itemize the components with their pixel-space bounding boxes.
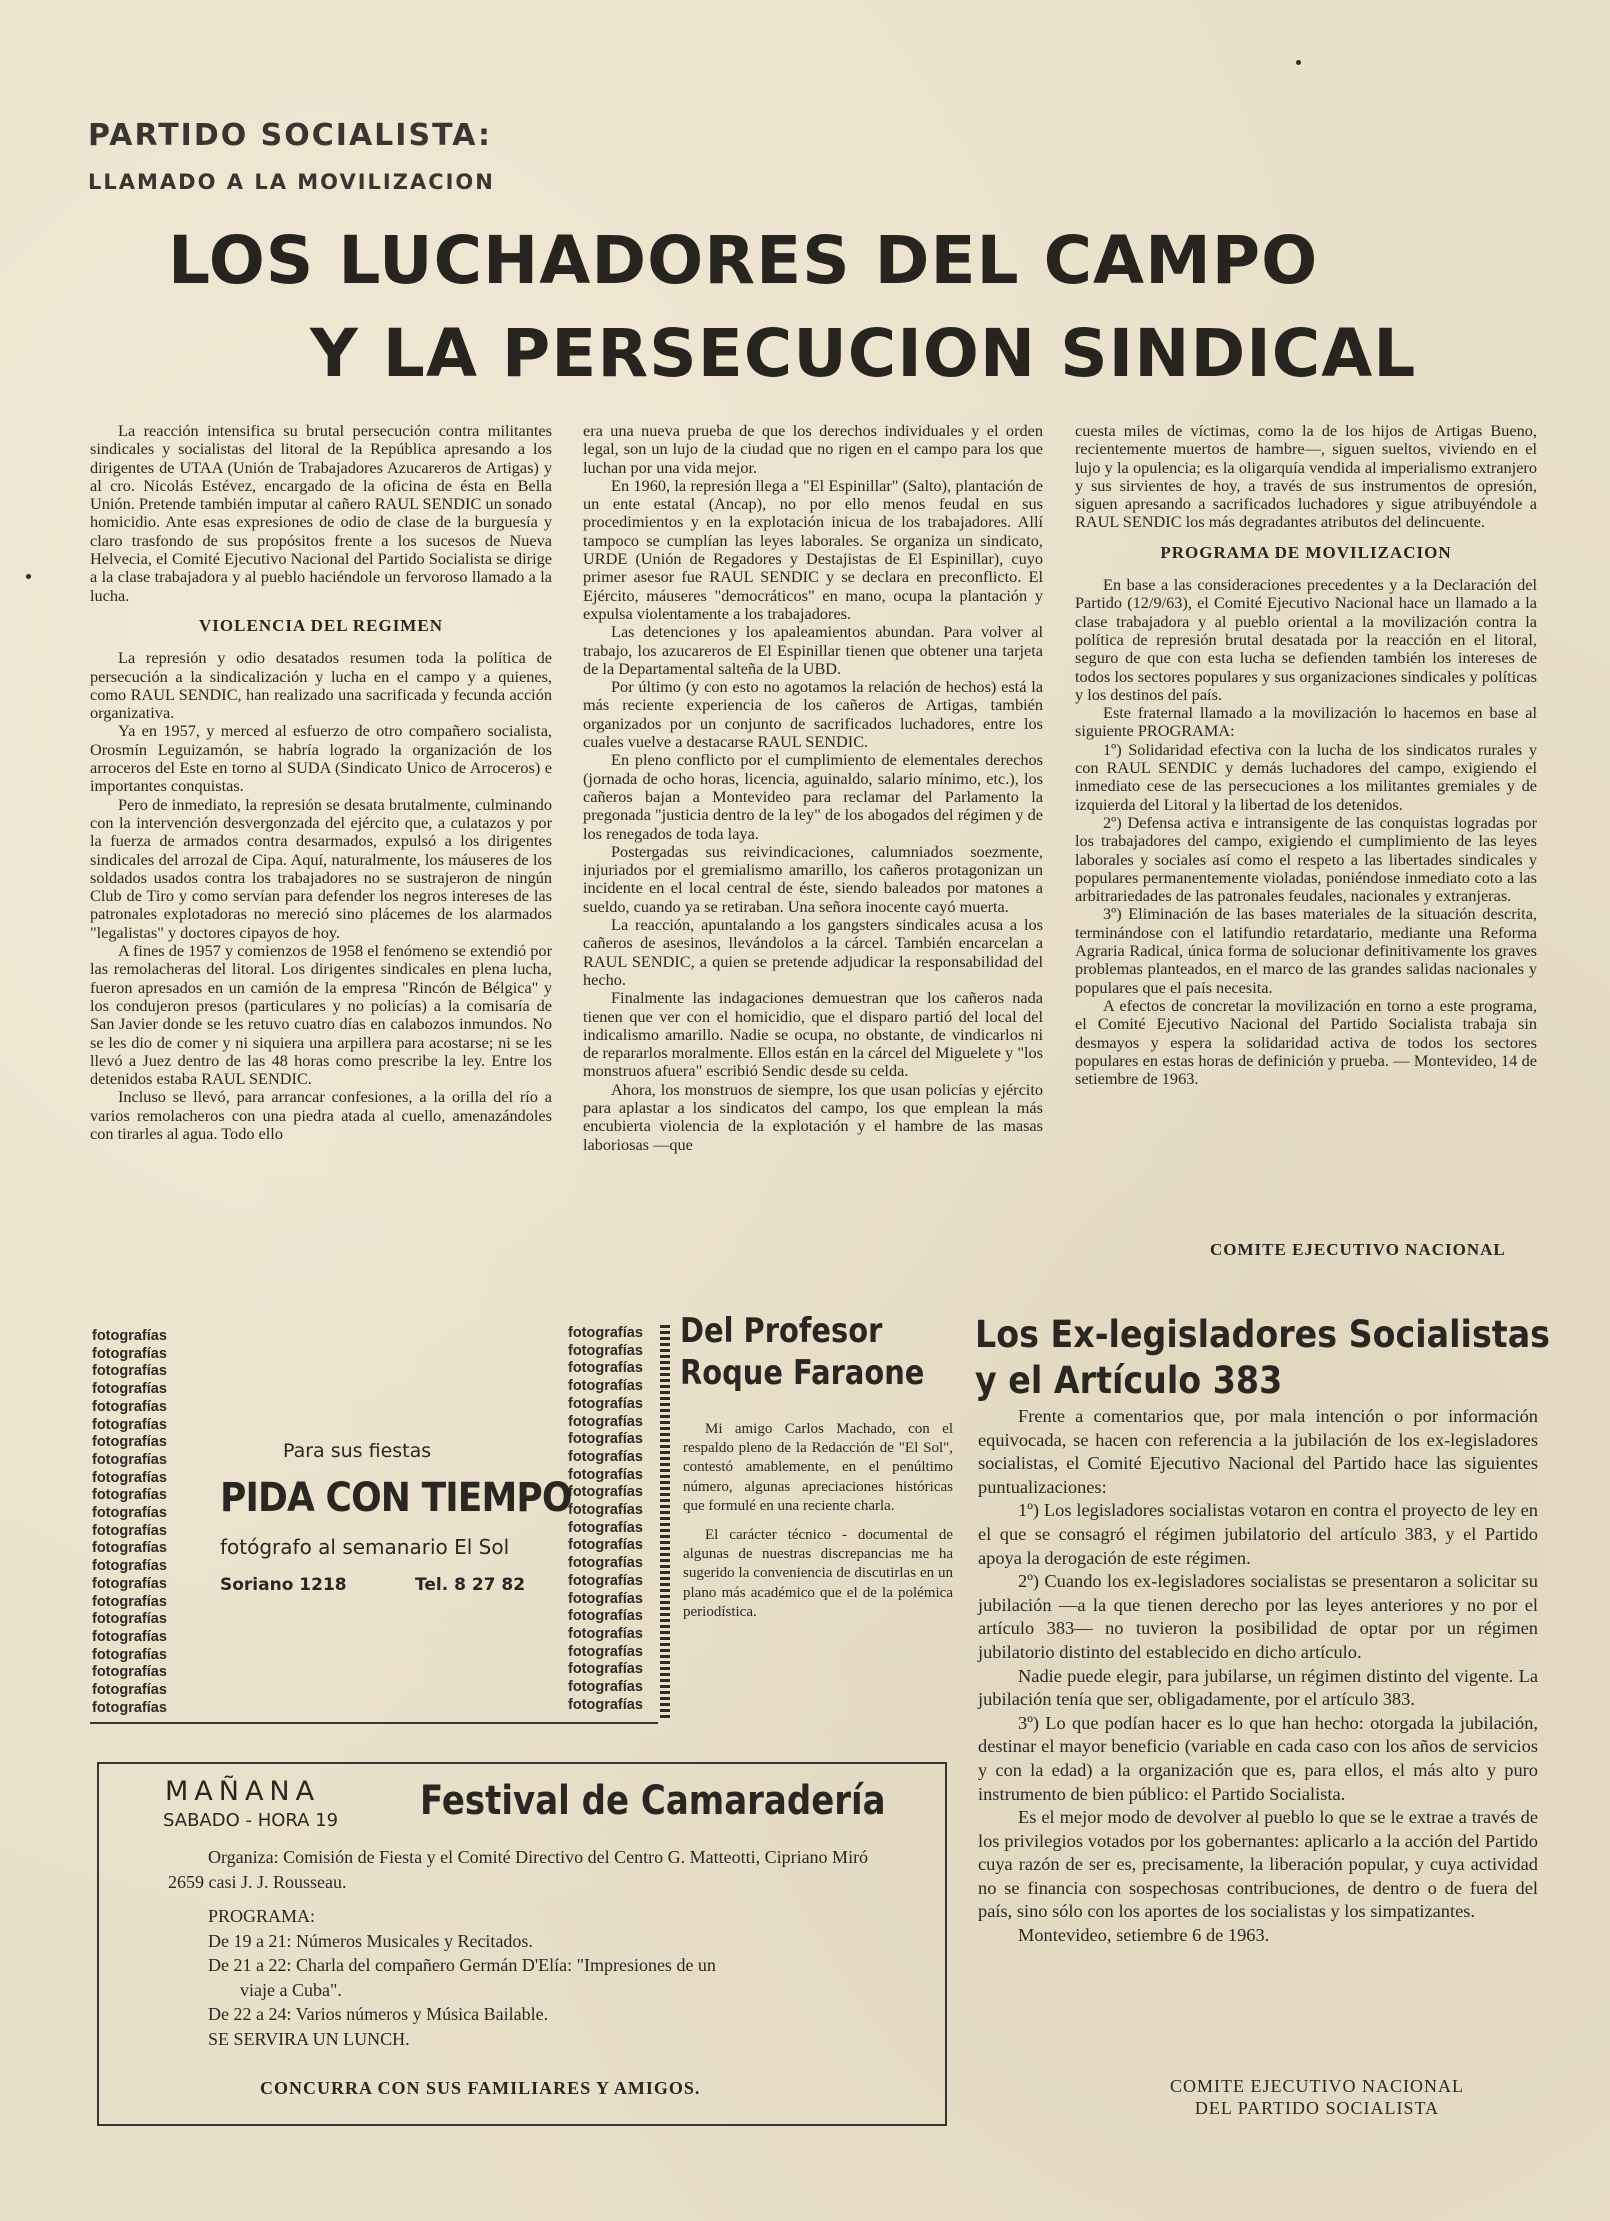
headline-line-2: Y LA PERSECUCION SINDICAL [310,315,1417,392]
festival-item: De 21 a 22: Charla del compañero Germán D'Elía: "Impresiones de un [208,1955,716,1975]
fotografias-word: fotografías [92,1363,167,1380]
fotografias-word: fotografías [568,1679,643,1696]
festival-programa: PROGRAMA: [208,1906,316,1926]
profesor-text [683,1420,953,1632]
fotografias-word: fotografías [92,1487,167,1504]
print-speck [26,574,31,579]
fotografias-word: fotografías [568,1395,643,1412]
article-signature: COMITE EJECUTIVO NACIONAL [1210,1240,1506,1259]
headline-line-1: LOS LUCHADORES DEL CAMPO [168,222,1319,299]
fotografias-word: fotografías [92,1522,167,1539]
festival-item: De 22 a 24: Varios números y Música Bailable. [208,2004,549,2024]
section-subkicker: LLAMADO A LA MOVILIZACION [88,170,495,194]
festival-item: De 19 a 21: Números Musicales y Recitados. [208,1930,533,1951]
fotografias-word: fotografías [92,1628,167,1645]
paragraph: Frente a comentarios que, por mala intención o por información equivocada, se hacen con referencia a la jubilación de los ex-legisladores socialistas, el Comité Ejecutivo Nacional del Partido hace las siguientes puntualizaciones: [978,1406,1538,1497]
fotografias-word: fotografías [92,1664,167,1681]
festival-item-cont: viaje a Cuba". [240,1979,342,2000]
article-column-1 [90,422,552,1272]
paragraph: cuesta miles de víctimas, como la de los hijos de Artigas Bueno, recientemente muertos de hambre—, siguen sueltos, viviendo en el lujo y la opulencia; es la oligarquía vendida al imperialismo extranjero y sus sirvientes de hoy, a través de sus instrumentos de opresión, siguen apresando a sacrificados luchadores y sigue atribuyéndole a RAUL SENDIC los más degradantes atributos del delincuente. [1075,422,1537,532]
exleg-text [978,1405,1538,1948]
fotografias-word: fotografías [92,1682,167,1699]
exleg-title-line-2: y el Artículo 383 [975,1359,1283,1402]
exleg-signature-line-2: DEL PARTIDO SOCIALISTA [1194,2098,1440,2118]
fotografias-word: fotografías [568,1537,643,1554]
paragraph: Por último (y con esto no agotamos la relación de hechos) está la más reciente experiencia de los cañeros de Artigas, también organizados por un conjunto de sacrificados luchadores, entre los cuales vuelve a destacarse RAUL SENDIC. [583,677,1043,752]
paragraph: Ahora, los monstruos de siempre, los que usan policías y ejército para aplastar a los sindicatos del campo, los que emplean la más encubierta violencia de la explotación y el hambre de las masas laboriosas —que [583,1079,1043,1154]
fotografias-word: fotografías [92,1381,167,1398]
paragraph: 1º) Los legisladores socialistas votaron en contra el proyecto de ley en el que se consagró el régimen jubilatorio del artículo 383, y el Partido apoya la derogación de este régimen. [978,1500,1538,1568]
paragraph: 3º) Eliminación de las bases materiales de la situación descrita, terminándose con el latifundio retardatario, mediante una Reforma Agraria Radical, única forma de solucionar definitivamente los graves problemas planteados, en el marco de las grandes salidas nacionales y populares que el país necesita. [1075,904,1537,997]
fotografias-word: fotografías [92,1505,167,1522]
fotografias-word: fotografías [568,1555,643,1572]
fotografias-word: fotografías [92,1540,167,1557]
fotografias-word: fotografías [92,1434,167,1451]
ad-para-sus-fiestas: Para sus fiestas [283,1440,432,1462]
fotografias-word: fotografías [92,1451,167,1468]
fotografias-word: fotografías [568,1431,643,1448]
paragraph: A efectos de concretar la movilización en torno a este programa, el Comité Ejecutivo Nacional del Partido Socialista trabaja sin desmayos y espera la solidaridad activa de todos los sectores populares en estas horas de definición y prueba. — Montevideo, 14 de setiembre de 1963. [1075,995,1537,1089]
fotografias-word: fotografías [568,1696,643,1713]
fotografias-word: fotografías [92,1328,167,1344]
fotografias-word: fotografías [568,1360,643,1377]
fotografias-word: fotografías [568,1661,643,1678]
fotografias-word: fotografías [92,1575,167,1592]
fotografias-word: fotografías [92,1611,167,1628]
paragraph: Nadie puede elegir, para jubilarse, un régimen distinto del vigente. La jubilación tenía que ser, obligadamente, por el artículo 383. [978,1665,1538,1710]
print-speck [1296,60,1301,65]
paragraph: era una nueva prueba de que los derechos individuales y el orden legal, son un lujo de la ciudad que no rigen en el campo para los que luchan por una vida mejor. [583,422,1043,477]
fotografias-word: fotografías [568,1502,643,1519]
section-kicker: PARTIDO SOCIALISTA: [88,118,492,153]
fotografias-word: fotografías [568,1572,643,1589]
paragraph: El carácter técnico - documental de algunas de nuestras discrepancias me ha sugerido la conveniencia de discutirlas en un plano más académico que el de la polémica periodística. [683,1527,953,1620]
paragraph: 3º) Lo que podían hacer es lo que han hecho: otorgada la jubilación, destinar el mayor beneficio (variable en cada caso con los años de servicios y con la edad) a la organización que es, para ellos, el más alto y puro instrumento de bien público: el Partido Socialista. [978,1712,1538,1804]
paragraph: En base a las consideraciones precedentes y a la Declaración del Partido (12/9/63), el Comité Ejecutivo Nacional hace un llamado a la clase trabajadora y al pueblo oriental a la movilización contra la política de represión brutal desatada por la reacción en el litoral, seguro de que con esta lucha se defienden también los intereses de todos los sectores populares y sus organizaciones sindicales y políticas y los destinos del país. [1075,575,1537,704]
fotografias-word: fotografías [568,1590,643,1607]
fotografias-word: fotografías [92,1398,167,1415]
paragraph: 2º) Defensa activa e intransigente de las conquistas logradas por los trabajadores del campo, exigiendo el cumplimiento de las leyes laborales y sociales así como el respeto a las libertades sindicales y populares permanentemente violadas, poniéndose inmediato coto a las arbitrariedades de las patronales feudales, nacionales y extranjeras. [1075,812,1537,906]
festival-concurra: CONCURRA CON SUS FAMILIARES Y AMIGOS. [260,2078,701,2098]
paragraph: A fines de 1957 y comienzos de 1958 el fenómeno se extendió por las remolacheras del litoral. Los dirigentes sindicales en plena lucha, fueron apresados en un camión de la empresa "Rincón de Bélgica" y los condujeron presos (particulares y no policías) a la comisaría de San Javier donde se les retuvo cuatro días en calabozos inmundos. No se les dio de comer y ni siquiera una arpillera para acostarse; ni se les llevó a Juez dentro de las 48 horas como prescribe la ley. Entre los detenidos estaba RAUL SENDIC. [90,941,552,1089]
fotografias-word: fotografías [568,1448,643,1465]
fotografias-word: fotografías [568,1643,643,1660]
ad-phone: Tel. 8 27 82 [415,1575,526,1595]
paragraph: Postergadas sus reivindicaciones, calumniados soezmente, injuriados por el gremialismo amarillo, los cañeros protagonizan un incidente en el local central de éste, siendo baleados por matones a sueldo, cuando ya se retiraban. Una señora inocente cayó muerta. [583,841,1043,916]
article-column-3 [1075,422,1537,1272]
ad-pida-con-tiempo: PIDA CON TIEMPO [220,1475,572,1521]
paragraph: Incluso se llevó, para arrancar confesiones, a la orilla del río a varios remolacheros con una piedra atada al cuello, amenazándoles con tirarles al agua. Todo ello [90,1087,552,1143]
exleg-title-line-1: Los Ex-legisladores Socialistas [975,1313,1551,1356]
profesor-title-line-1: Del Profesor [680,1311,883,1351]
festival-manana: MAÑANA [165,1776,321,1807]
exleg-signature-line-1: COMITE EJECUTIVO NACIONAL [1170,2076,1464,2096]
profesor-title [680,1310,924,1394]
ad-fotografo: fotógrafo al semanario El Sol [220,1535,510,1559]
subheading: VIOLENCIA DEL REGIMEN [199,615,443,635]
fotografias-column-left [92,1328,167,1717]
fotografias-word: fotografías [568,1413,643,1430]
fotografias-word: fotografías [92,1558,167,1575]
fotografias-word: fotografías [92,1345,167,1362]
paragraph: 2º) Cuando los ex-legisladores socialistas se presentaron a solicitar su jubilación —a la que tienen derecho por las leyes anteriores y no por el artículo 383— no tuvieron la posibilidad de optar por un régimen jubilatorio distinto del establecido en dicho artículo. [978,1571,1538,1662]
subheading: PROGRAMA DE MOVILIZACION [1160,542,1452,562]
article-column-2 [583,422,1043,1272]
paragraph: Ya en 1957, y merced al esfuerzo de otro compañero socialista, Orosmín Leguizamón, se habría logrado la organización de los arroceros del Este en torno al SUDA (Sindicato Unico de Arroceros) e importantes conquistas. [90,721,552,796]
festival-title: Festival de Camaradería [420,1778,886,1824]
fotografias-word: fotografías [92,1416,167,1433]
fotografias-word: fotografías [568,1608,643,1625]
fotografias-word: fotografías [568,1325,643,1341]
fotografias-word: fotografías [568,1466,643,1483]
fotografias-word: fotografías [92,1593,167,1610]
paragraph: La reacción, apuntalando a los gangsters sindicales acusa a los cañeros de asesinos, llevándolos a la cárcel. También encarcelan a RAUL SENDIC, a quien se pretende adjudicar la responsabilidad del hecho. [583,915,1043,989]
fotografias-word: fotografías [92,1699,167,1716]
festival-sabado: SABADO - HORA 19 [163,1810,339,1831]
festival-organiza: Organiza: Comisión de Fiesta y el Comité Directivo del Centro G. Matteotti, Cipriano Miró 2659 casi J. J. Rousseau. [168,1847,869,1892]
exleg-title [975,1312,1550,1404]
paragraph: En pleno conflicto por el cumplimiento de elementales derechos (jornada de ocho horas, licencia, aguinaldo, salario mínimo, etc.), los cañeros bajan a Montevideo para reclamar del Parlamento la pregonada "justicia dentro de la ley" de los abogados del régimen y de los renegados de toda laya. [583,750,1043,843]
paragraph: La represión y odio desatados resumen toda la política de persecución a la sindicalización y lucha en el campo y a quienes, como RAUL SENDIC, han realizado una sacrificada y fecunda acción organizativa. [90,648,552,723]
fotografias-word: fotografías [92,1469,167,1486]
fotografias-word: fotografías [568,1342,643,1359]
ad-address: Soriano 1218 [220,1575,347,1595]
fotografias-word: fotografías [568,1378,643,1395]
paragraph: Mi amigo Carlos Machado, con el respaldo pleno de la Redacción de "El Sol", contestó amablemente, en el penúltimo número, algunas apreciaciones históricas que formulé en una reciente charla. [683,1421,953,1514]
paragraph: Este fraternal llamado a la movilización lo hacemos en base al siguiente PROGRAMA: [1075,703,1537,741]
fotografias-word: fotografías [568,1519,643,1536]
fotografias-word: fotografías [568,1625,643,1642]
paragraph: En 1960, la represión llega a "El Espinillar" (Salto), plantación de un ente estatal (Ancap), no por ello menos feudal en sus procedimientos y en la explotación inicua de los trabajadores. Allí tampoco se cumplían las leyes laborales. Se organiza un sindicato, URDE (Unión de Regadores y Destajistas de El Espinillar), cuyo primer asesor fue RAUL SENDIC y se declara en preconflicto. El Ejército, máuseres "democráticos" en mano, ocupa la plantación y expulsa violentamente a los trabajadores. [583,475,1043,623]
fotografias-word: fotografías [568,1484,643,1501]
decorative-border [660,1325,670,1720]
paragraph: Las detenciones y los apaleamientos abundan. Para volver al trabajo, los azucareros de El Espinillar tienen que obtener una tarjeta de la Departamental salteña de la UBD. [583,622,1043,678]
paragraph: Pero de inmediato, la represión se desata brutalmente, culminando con la intervención desvergonzada del ejército que, a culatazos y por la fuerza de armados contra desarmados, expulsó a los dirigentes sindicales del arrozal de Cipa. Aquí, naturalmente, los máuseres de los soldados usados contra los trabajadores no se sustrajeron de ningún Club de Tiro y como servían para defender los negros intereses de las patronales explotadoras no mereció sino plácemes de los alarmados "legalistas" y doctores cipayos de hoy. [90,794,552,942]
paragraph: La reacción intensifica su brutal persecución contra militantes sindicales y socialistas del litoral de la República apresando a los dirigentes de UTAA (Unión de Trabajadores Azucareros de Artigas) y al cro. Nicolás Estévez, encargado de la oficina de ésta en Bella Unión. Pretende también imputar al cañero RAUL SENDIC un sonado homicidio. Ante esas expresiones de odio de clase de la burguesía y claro trasfondo de sus propósitos frente a los sucesos de Nueva Helvecia, el Comité Ejecutivo Nacional del Partido Socialista se dirige a la clase trabajadora y al pueblo haciéndole un fervoroso llamado a la lucha. [90,422,552,605]
ad-rule [90,1722,658,1724]
fotografias-column-right [568,1325,643,1714]
paragraph: Finalmente las indagaciones demuestran que los cañeros nada tienen que ver con el homicidio, que el disparo partió del local del indicalismo amarillo. Nadie se ocupa, no obstante, de vindicarlos ni de repararlos moralmente. Ellos están en la cárcel del Miguelete y "los monstruos afuera" escribió Sendic desde su celda. [583,988,1043,1081]
exleg-signature [1170,2075,1464,2119]
paragraph: 1º) Solidaridad efectiva con la lucha de los sindicatos rurales y con RAUL SENDIC y demás luchadores del campo, exigiendo el inmediato cese de las persecuciones a los militantes gremiales y de izquierda del Litoral y la libertad de los detenidos. [1075,739,1537,814]
fotografias-word: fotografías [92,1646,167,1663]
festival-body [168,1845,908,2051]
paragraph: Montevideo, setiembre 6 de 1963. [1018,1925,1270,1946]
festival-lunch: SE SERVIRA UN LUNCH. [208,2028,410,2049]
profesor-title-line-2: Roque Faraone [680,1353,925,1393]
paragraph: Es el mejor modo de devolver al pueblo lo que se le extrae a través de los privilegios votados por los gobernantes: aplicarlo a la acción del Partido cuya razón de ser es, precisamente, la liberación popular, y cuya actividad no se financia con sospechosas contribuciones, de dentro o de fuera del país, sino sólo con los aportes de los socialistas y los simpatizantes. [978,1807,1538,1922]
